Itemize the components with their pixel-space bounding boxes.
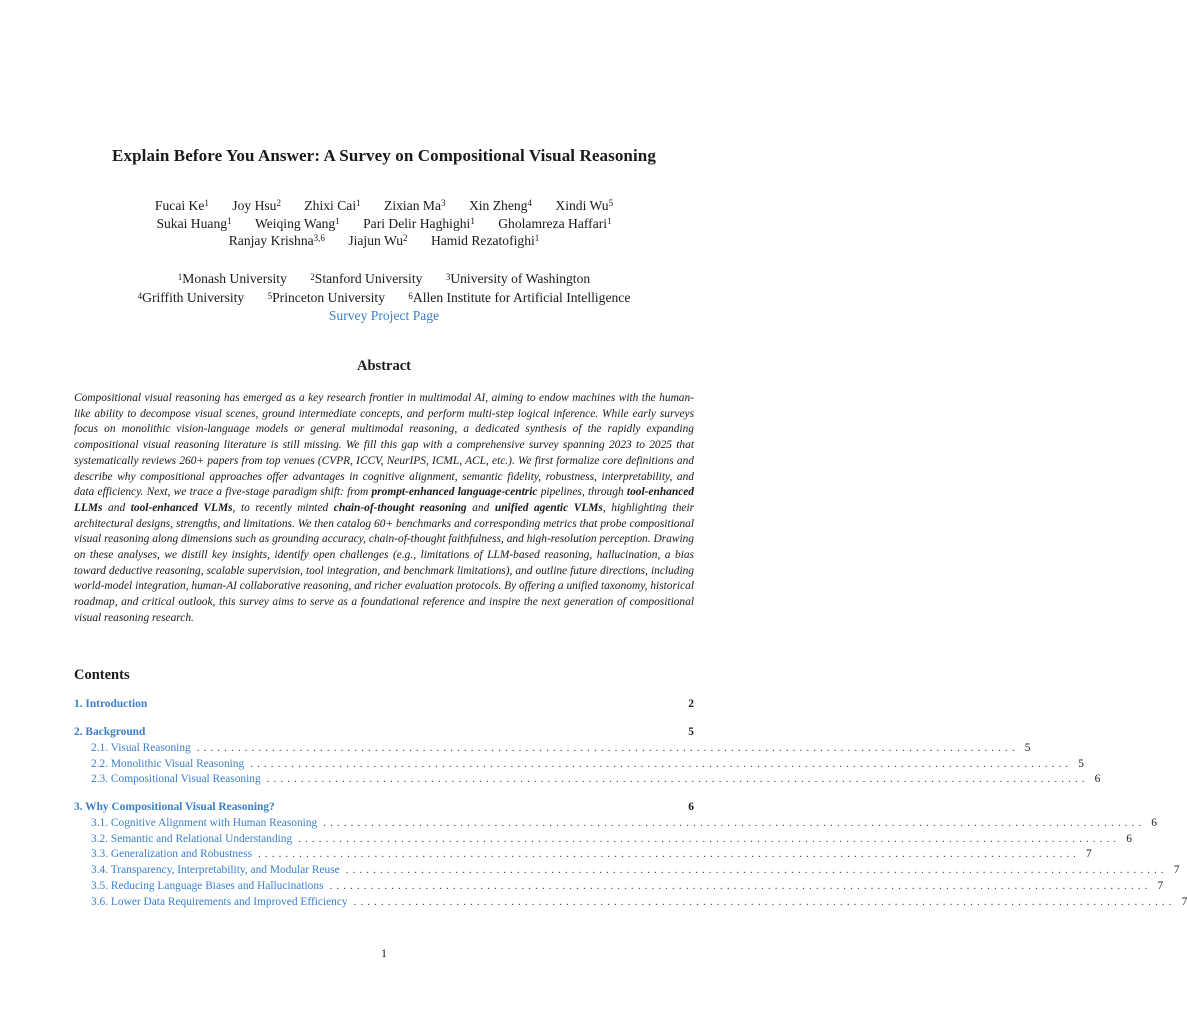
toc-subsection[interactable] [74,863,1180,879]
toc-page-number: 6 [1126,832,1132,845]
toc-leader-dots: ........................................................................................................................ [298,832,1121,845]
toc-subsection[interactable] [74,772,1101,788]
author-block [0,197,768,250]
toc-subsection[interactable] [74,895,1187,911]
author: Gholamreza Haffari$^1$ [498,215,612,231]
toc-section-label[interactable]: 3. Why Compositional Visual Reasoning? [74,801,275,814]
toc-leader-dots: ........................................................................................................................ [250,757,1073,770]
author: Weiqing Wang$^1$ [254,215,340,231]
affiliation-line-1 [0,270,768,289]
toc-subsection-label[interactable]: 3.3. Generalization and Robustness [91,848,253,861]
author: Xin Zheng$^4$ [468,198,532,213]
table-of-contents [74,697,1187,910]
toc-subsection-label[interactable]: 3.6. Lower Data Requirements and Improved Efficiency [91,895,348,908]
toc-subsection-label[interactable]: 3.1. Cognitive Alignment with Human Reasoning [91,817,318,830]
survey-project-page-link[interactable]: Survey Project Page [328,308,440,323]
affiliation-line-2 [0,289,768,308]
toc-leader-dots: ........................................................................................................................ [329,879,1152,892]
affiliation: $^5$Princeton University [267,289,386,305]
affiliation: $^3$University of Washington [445,271,591,286]
author-line-3 [0,232,768,250]
toc-subsection-label[interactable]: 3.4. Transparency, Interpretability, and Modular Reuse [91,864,340,877]
toc-subsection[interactable] [74,757,1084,773]
abstract-heading: Abstract [357,358,411,374]
toc-subsection-label[interactable]: 3.2. Semantic and Relational Understanding [91,832,293,845]
toc-subsection[interactable] [74,741,1031,757]
toc-subsection-label[interactable]: 2.1. Visual Reasoning [91,742,191,754]
author: Fucai Ke$^1$ [154,198,209,213]
toc-leader-dots: ........................................................................................................................ [266,773,1089,786]
author: Hamid Rezatofighi$^1$ [430,233,540,248]
toc-leader-dots: ........................................................................................................................ [258,848,1081,861]
toc-page-number: 6 [1151,817,1157,830]
toc-page-number: 5 [1024,742,1031,754]
toc-section-label[interactable]: 1. Introduction [74,698,148,710]
toc-page-number: 6 [688,801,694,814]
toc-section-why-compositional[interactable] [74,800,694,816]
affiliation: $^2$Stanford University [310,271,423,286]
author: Ranjay Krishna$^{3,6}$ [228,233,325,248]
author-line-2 [0,215,768,233]
affiliation: $^1$Monash University [177,271,287,286]
contents-heading: Contents [74,667,130,683]
paper-title: Explain Before You Answer: A Survey on Compositional Visual Reasoning [112,146,656,165]
toc-subsection[interactable] [74,832,1132,848]
toc-leader-dots: ........................................................................................................................ [196,742,1019,754]
toc-page-number: 7 [1181,895,1187,908]
toc-subsection-label[interactable]: 3.5. Reducing Language Biases and Hallucinations [91,879,324,892]
abstract-text: Compositional visual reasoning has emerged as a key research frontier in multimodal AI, aiming to endow machines with the human-like ability to decompose visual scenes, ground intermediate concepts, and perform multi-step logical inference. While early surveys focus on monolithic vision-language models or general multimodal reasoning, a dedicated synthesis of the rapidly expanding compositional visual reasoning literature is still missing. We fill this gap with a comprehensive survey spanning 2023 to 2025 that systematically reviews 260+ papers from top venues (CVPR, ICCV, NeurIPS, ICML, ACL, etc.). We first formalize core definitions and describe why compositional approaches offer advantages in cognitive alignment, semantic fidelity, robustness, interpretability, and data efficiency. Next, we trace a five-stage paradigm shift: from prompt-enhanced language-centric pipelines, through tool-enhanced LLMs and tool-enhanced VLMs, to recently minted chain-of-thought reasoning and unified agentic VLMs, highlighting their architectural designs, strengths, and limitations. We then catalog 60+ benchmarks and corresponding metrics that probe compositional visual reasoning along dimensions such as grounding accuracy, chain-of-thought faithfulness, and high-resolution perception. Drawing on these analyses, we distill key insights, identify open challenges (e.g., limitations of LLM-based reasoning, hallucination, a bias toward deductive reasoning, scalable supervision, tool integration, and benchmark limitations), and outline future directions, including world-model integration, human-AI collaborative reasoning, and richer evaluation protocols. By offering a unified taxonomy, historical roadmap, and critical outlook, this survey aims to serve as a foundational reference and inspire the next generation of compositional visual reasoning research. [74,392,695,624]
toc-page-number: 6 [1094,773,1101,786]
author: Zhixi Cai$^1$ [304,198,361,213]
toc-page-number: 7 [1173,864,1180,877]
author: Jiajun Wu$^2$ [348,233,408,248]
toc-section-introduction[interactable] [74,697,694,713]
toc-leader-dots: ........................................................................................................................ [323,817,1146,830]
toc-leader-dots: ........................................................................................................................ [353,895,1176,908]
author: Xindi Wu$^5$ [555,198,614,213]
toc-page-number: 2 [688,698,694,710]
page-number: 1 [381,946,387,960]
toc-subsection-label[interactable]: 2.2. Monolithic Visual Reasoning [91,757,245,770]
toc-leader-dots: ........................................................................................................................ [345,864,1168,877]
toc-page-number: 5 [688,726,694,738]
toc-subsection[interactable] [74,847,1092,863]
affiliation-block [0,270,768,326]
toc-subsection-label[interactable]: 2.3. Compositional Visual Reasoning [91,773,261,786]
toc-section-background[interactable] [74,725,694,741]
author: Sukai Huang$^1$ [156,215,232,231]
author: Zixian Ma$^3$ [384,198,446,213]
toc-page-number: 5 [1078,757,1084,770]
author: Pari Delir Haghighi$^1$ [363,215,475,231]
toc-page-number: 7 [1086,848,1092,861]
affiliation: $^4$Griffith University [137,289,245,305]
toc-subsection[interactable] [74,816,1157,832]
affiliation: $^6$Allen Institute for Artificial Intelligence [408,289,631,305]
toc-section-label[interactable]: 2. Background [74,726,146,738]
author: Joy Hsu$^2$ [232,198,281,213]
toc-subsection[interactable] [74,879,1164,895]
toc-page-number: 7 [1157,879,1164,892]
author-line-1 [0,197,768,215]
